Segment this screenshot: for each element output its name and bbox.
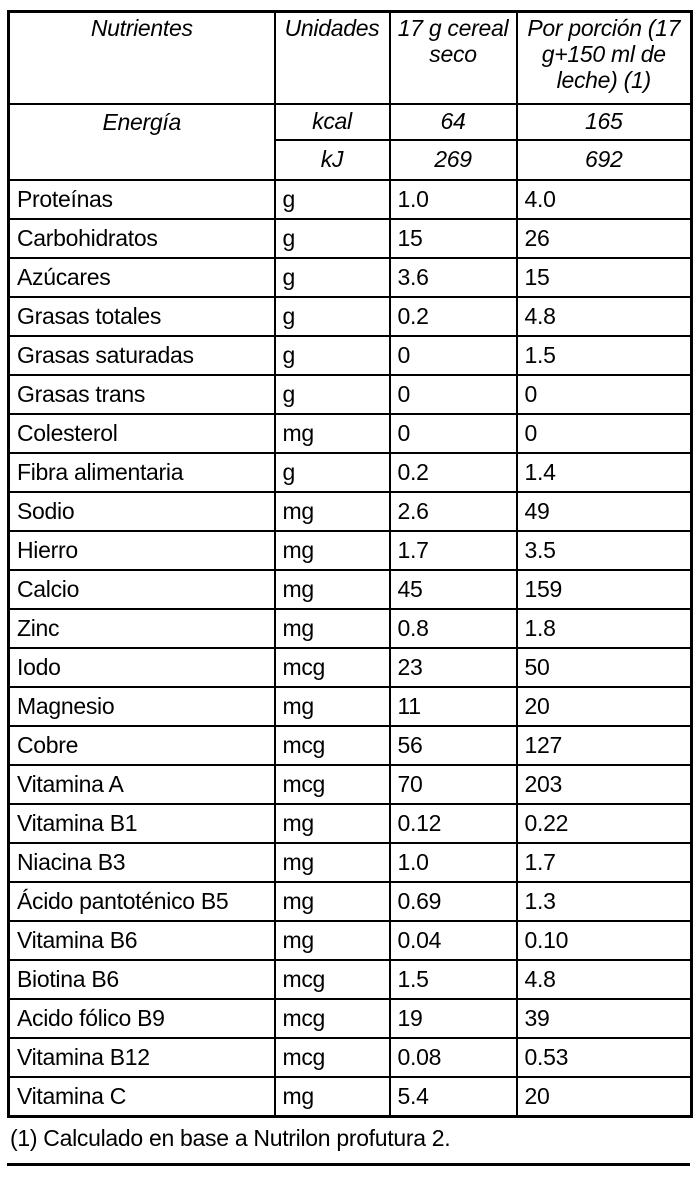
table-header-row xyxy=(9,12,692,105)
energy-kj-portion-value: 692 xyxy=(517,140,692,180)
cell-nutrient: Calcio xyxy=(9,570,275,609)
cell-nutrient: Proteínas xyxy=(9,180,275,219)
cell-dry-value: 0.2 xyxy=(390,297,517,336)
cell-portion-value: 1.7 xyxy=(517,843,692,882)
cell-dry-value: 5.4 xyxy=(390,1077,517,1117)
cell-nutrient: Magnesio xyxy=(9,687,275,726)
cell-nutrient: Zinc xyxy=(9,609,275,648)
table-row xyxy=(9,999,692,1038)
table-row xyxy=(9,687,692,726)
cell-portion-value: 1.5 xyxy=(517,336,692,375)
cell-portion-value: 1.4 xyxy=(517,453,692,492)
table-row xyxy=(9,726,692,765)
cell-dry-value: 11 xyxy=(390,687,517,726)
energy-kcal-dry-value: 64 xyxy=(390,104,517,140)
cell-unit: mg xyxy=(275,804,390,843)
cell-nutrient: Vitamina C xyxy=(9,1077,275,1117)
cell-dry-value: 23 xyxy=(390,648,517,687)
table-row xyxy=(9,375,692,414)
cell-portion-value: 4.0 xyxy=(517,180,692,219)
cell-nutrient: Vitamina B1 xyxy=(9,804,275,843)
footnote: (1) Calculado en base a Nutrilon profutura 2. xyxy=(10,1125,451,1151)
cell-portion-value: 20 xyxy=(517,687,692,726)
cell-dry-value: 0 xyxy=(390,414,517,453)
cell-unit: mg xyxy=(275,921,390,960)
cell-dry-value: 45 xyxy=(390,570,517,609)
cell-dry-value: 1.0 xyxy=(390,180,517,219)
energy-kcal-row xyxy=(9,104,692,140)
cell-dry-value: 1.7 xyxy=(390,531,517,570)
nutrition-table xyxy=(7,10,693,1118)
table-row xyxy=(9,960,692,999)
cell-unit: g xyxy=(275,219,390,258)
cell-portion-value: 49 xyxy=(517,492,692,531)
cell-nutrient: Vitamina B6 xyxy=(9,921,275,960)
cell-nutrient: Vitamina B12 xyxy=(9,1038,275,1077)
cell-nutrient: Fibra alimentaria xyxy=(9,453,275,492)
cell-portion-value: 0.53 xyxy=(517,1038,692,1077)
table-row xyxy=(9,492,692,531)
cell-dry-value: 15 xyxy=(390,219,517,258)
energy-label: Energía xyxy=(9,104,275,180)
table-row xyxy=(9,336,692,375)
cell-portion-value: 203 xyxy=(517,765,692,804)
cell-dry-value: 1.0 xyxy=(390,843,517,882)
cell-portion-value: 4.8 xyxy=(517,297,692,336)
table-row xyxy=(9,414,692,453)
cell-portion-value: 0 xyxy=(517,375,692,414)
cell-nutrient: Biotina B6 xyxy=(9,960,275,999)
table-row xyxy=(9,882,692,921)
table-row xyxy=(9,804,692,843)
table-row xyxy=(9,297,692,336)
cell-nutrient: Niacina B3 xyxy=(9,843,275,882)
header-dry-cereal: 17 g cereal seco xyxy=(390,12,517,105)
table-row xyxy=(9,1077,692,1117)
cell-unit: mcg xyxy=(275,726,390,765)
cell-nutrient: Grasas saturadas xyxy=(9,336,275,375)
cell-unit: mcg xyxy=(275,648,390,687)
cell-portion-value: 159 xyxy=(517,570,692,609)
header-unidades: Unidades xyxy=(275,12,390,105)
header-por-porcion: Por porción (17 g+150 ml de leche) (1) xyxy=(517,12,692,105)
cell-nutrient: Sodio xyxy=(9,492,275,531)
cell-portion-value: 39 xyxy=(517,999,692,1038)
cell-nutrient: Acido fólico B9 xyxy=(9,999,275,1038)
cell-portion-value: 127 xyxy=(517,726,692,765)
cell-dry-value: 0.08 xyxy=(390,1038,517,1077)
table-row xyxy=(9,1038,692,1077)
cell-portion-value: 26 xyxy=(517,219,692,258)
cell-dry-value: 19 xyxy=(390,999,517,1038)
energy-kj-unit: kJ xyxy=(275,140,390,180)
cell-unit: mg xyxy=(275,882,390,921)
cell-dry-value: 0 xyxy=(390,375,517,414)
table-row xyxy=(9,843,692,882)
cell-unit: mg xyxy=(275,570,390,609)
cell-nutrient: Colesterol xyxy=(9,414,275,453)
cell-portion-value: 1.8 xyxy=(517,609,692,648)
nutrition-table-body xyxy=(9,12,692,1117)
cell-dry-value: 0.2 xyxy=(390,453,517,492)
table-row xyxy=(9,531,692,570)
table-row xyxy=(9,258,692,297)
table-row xyxy=(9,648,692,687)
cell-nutrient: Hierro xyxy=(9,531,275,570)
cell-portion-value: 4.8 xyxy=(517,960,692,999)
cell-unit: mcg xyxy=(275,960,390,999)
cell-nutrient: Grasas trans xyxy=(9,375,275,414)
cell-portion-value: 20 xyxy=(517,1077,692,1117)
bottom-rule xyxy=(7,1163,690,1166)
cell-unit: mg xyxy=(275,843,390,882)
cell-unit: g xyxy=(275,375,390,414)
table-row xyxy=(9,453,692,492)
cell-unit: mcg xyxy=(275,1038,390,1077)
cell-dry-value: 2.6 xyxy=(390,492,517,531)
cell-dry-value: 1.5 xyxy=(390,960,517,999)
cell-dry-value: 0.8 xyxy=(390,609,517,648)
table-row xyxy=(9,609,692,648)
table-row xyxy=(9,180,692,219)
cell-nutrient: Ácido pantoténico B5 xyxy=(9,882,275,921)
cell-portion-value: 0.22 xyxy=(517,804,692,843)
cell-unit: mg xyxy=(275,1077,390,1117)
cell-unit: mg xyxy=(275,687,390,726)
cell-dry-value: 0.12 xyxy=(390,804,517,843)
cell-portion-value: 3.5 xyxy=(517,531,692,570)
cell-unit: g xyxy=(275,453,390,492)
cell-nutrient: Carbohidratos xyxy=(9,219,275,258)
cell-unit: g xyxy=(275,258,390,297)
cell-unit: mg xyxy=(275,492,390,531)
cell-unit: g xyxy=(275,336,390,375)
header-nutrientes: Nutrientes xyxy=(9,12,275,105)
cell-unit: g xyxy=(275,180,390,219)
cell-dry-value: 56 xyxy=(390,726,517,765)
cell-unit: mg xyxy=(275,609,390,648)
cell-portion-value: 15 xyxy=(517,258,692,297)
cell-unit: mg xyxy=(275,531,390,570)
energy-kcal-portion-value: 165 xyxy=(517,104,692,140)
cell-nutrient: Azúcares xyxy=(9,258,275,297)
cell-unit: mg xyxy=(275,414,390,453)
cell-portion-value: 0.10 xyxy=(517,921,692,960)
cell-unit: mcg xyxy=(275,999,390,1038)
cell-dry-value: 70 xyxy=(390,765,517,804)
table-row xyxy=(9,570,692,609)
energy-kcal-unit: kcal xyxy=(275,104,390,140)
cell-dry-value: 0.04 xyxy=(390,921,517,960)
cell-nutrient: Iodo xyxy=(9,648,275,687)
cell-portion-value: 0 xyxy=(517,414,692,453)
cell-dry-value: 3.6 xyxy=(390,258,517,297)
energy-kj-dry-value: 269 xyxy=(390,140,517,180)
cell-dry-value: 0 xyxy=(390,336,517,375)
cell-nutrient: Grasas totales xyxy=(9,297,275,336)
cell-nutrient: Cobre xyxy=(9,726,275,765)
cell-nutrient: Vitamina A xyxy=(9,765,275,804)
table-row xyxy=(9,921,692,960)
cell-dry-value: 0.69 xyxy=(390,882,517,921)
cell-portion-value: 1.3 xyxy=(517,882,692,921)
table-row xyxy=(9,765,692,804)
cell-unit: g xyxy=(275,297,390,336)
cell-portion-value: 50 xyxy=(517,648,692,687)
table-row xyxy=(9,219,692,258)
cell-unit: mcg xyxy=(275,765,390,804)
